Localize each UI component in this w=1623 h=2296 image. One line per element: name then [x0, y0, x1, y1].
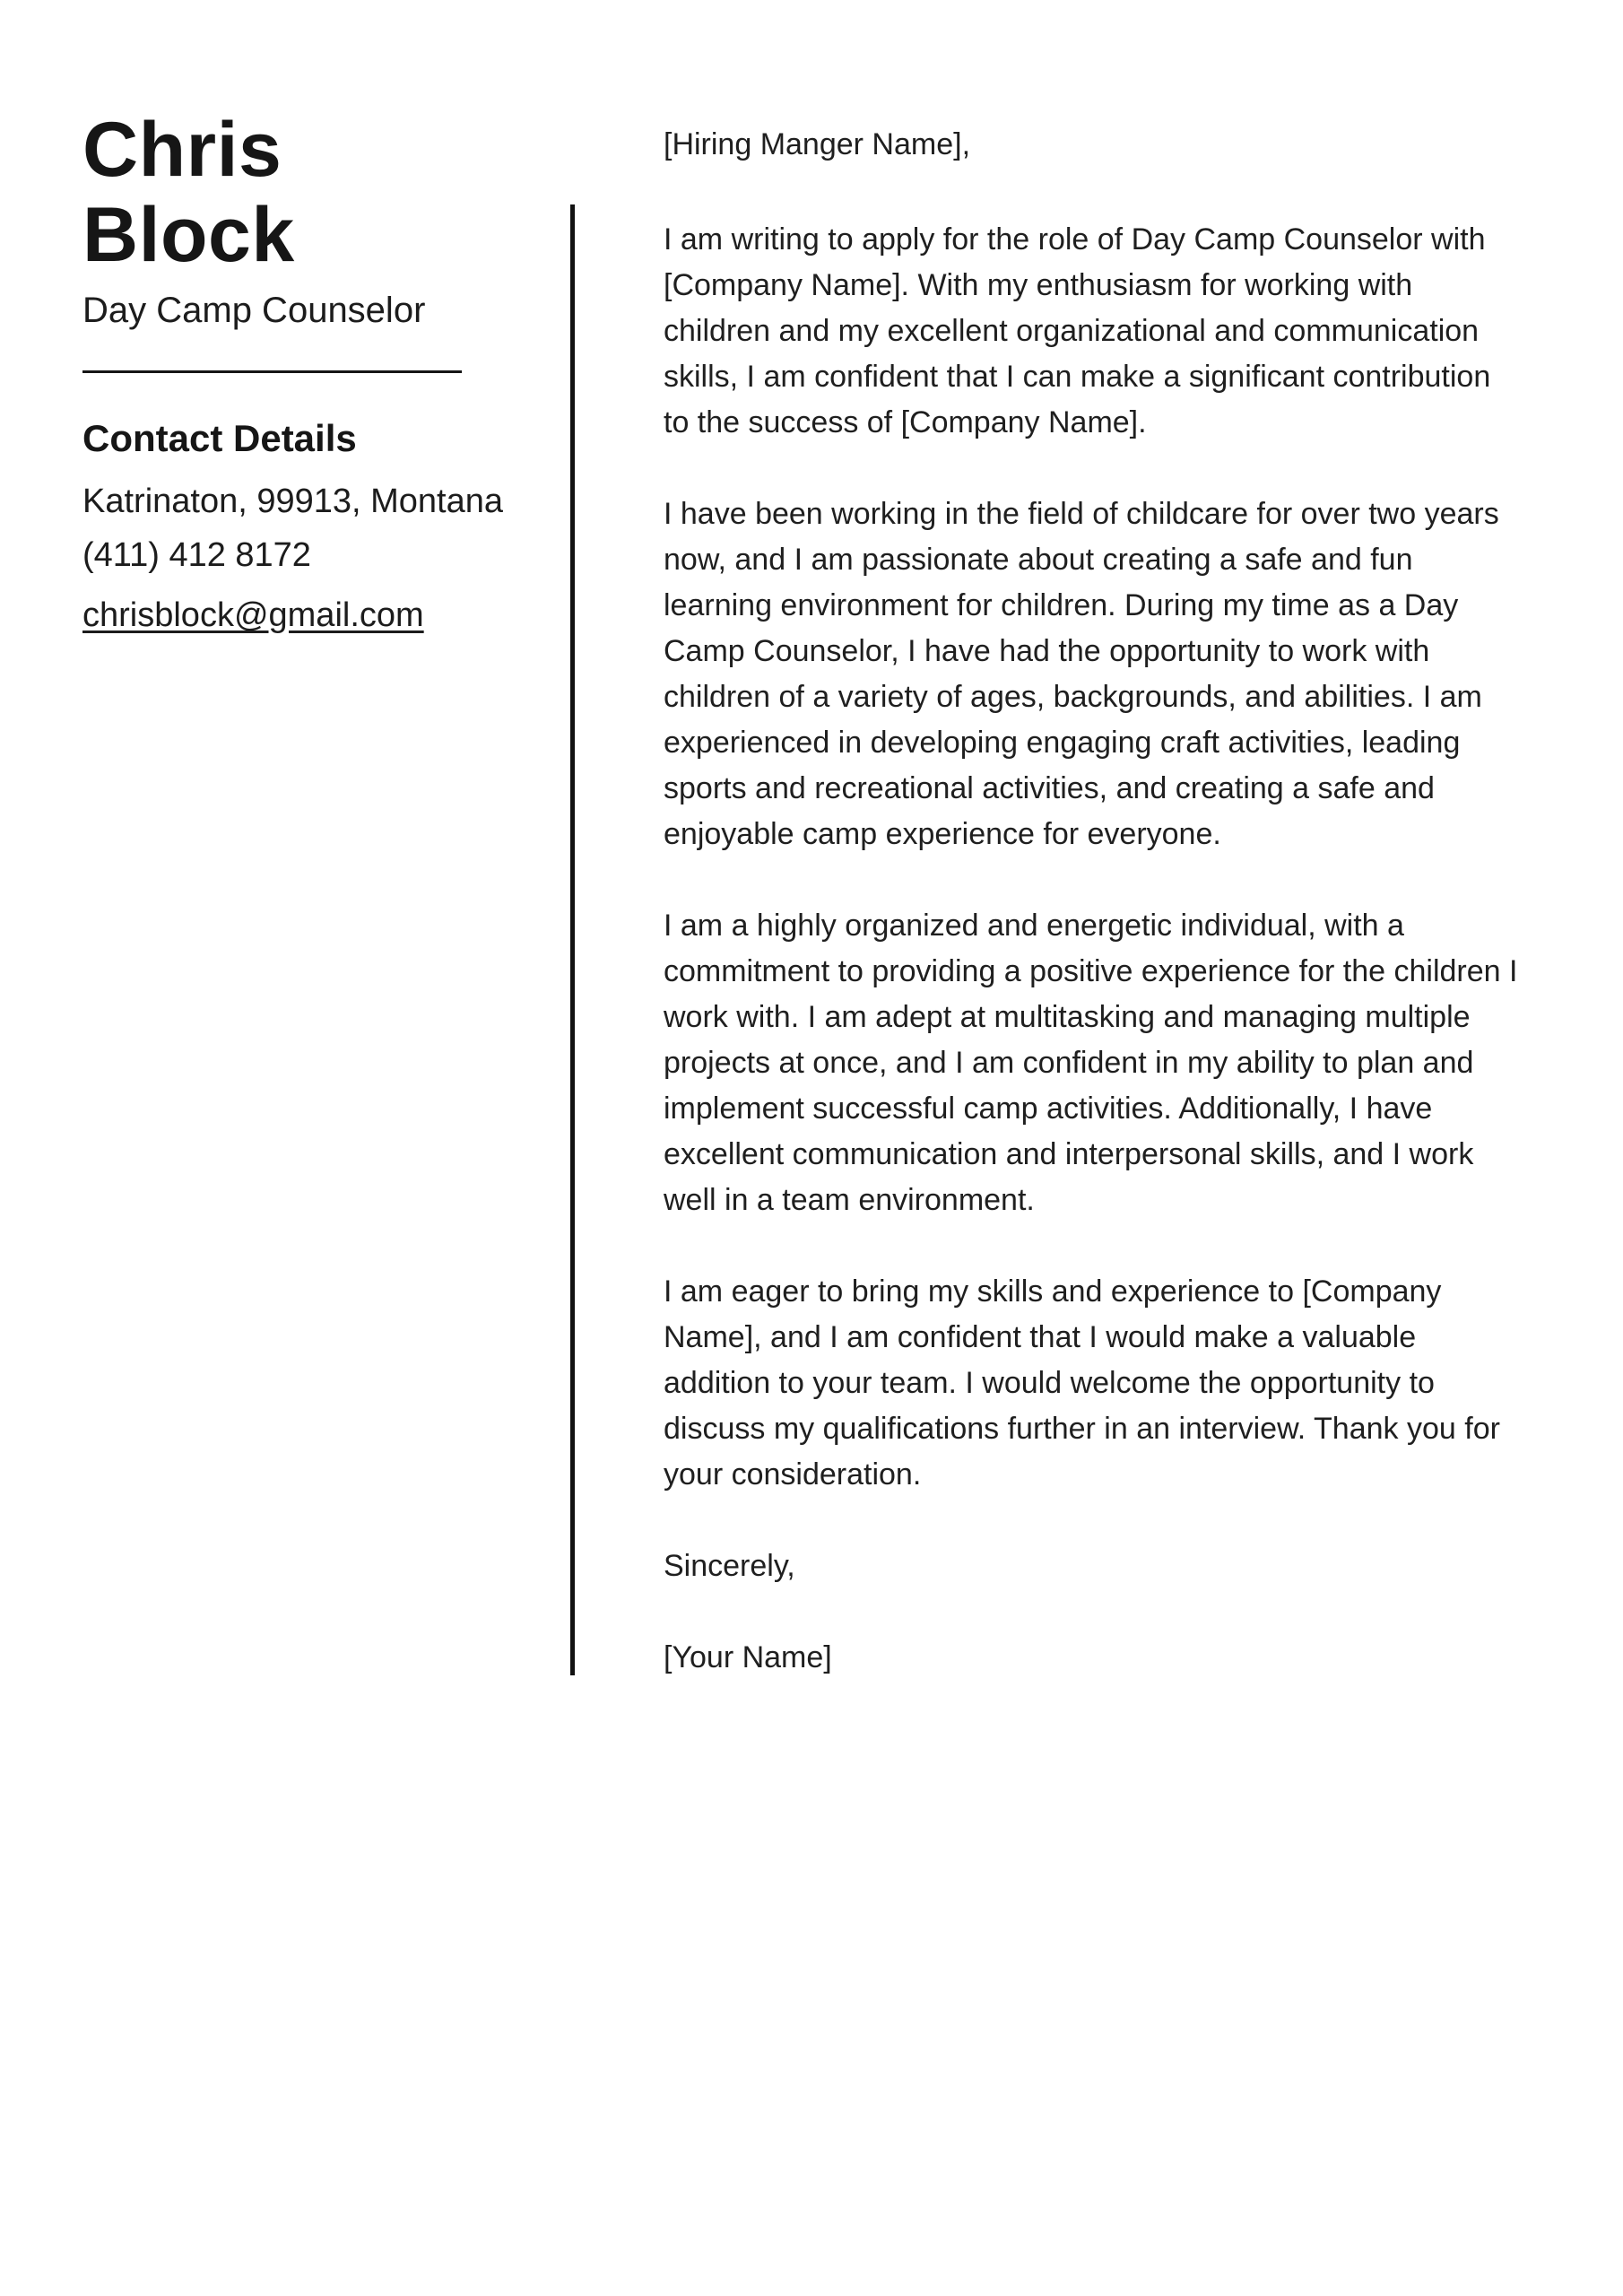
candidate-last-name: Block [82, 192, 295, 278]
letter-paragraph: I have been working in the field of childcare for over two years now, and I am passionate about creating a safe and fun learning environment for children. During my time as a Day Camp Counselor, I have had the opportunity to work with children of a variety of ages, backgrounds, and abilities. I am experienced in developing engaging craft activities, leading sports and recreational activities, and creating a safe and enjoyable camp experience for everyone. [664, 497, 1499, 851]
letter-body [664, 217, 1524, 1681]
letter-greeting: [Hiring Manger Name], [664, 127, 971, 161]
contact-details-heading: Contact Details [82, 417, 357, 459]
vertical-accent-line [570, 204, 575, 1675]
job-title: Day Camp Counselor [82, 291, 426, 330]
letter-signature: [Your Name] [664, 1640, 832, 1674]
email-link[interactable]: chrisblock@gmail.com [82, 596, 424, 634]
candidate-first-name: Chris [82, 107, 282, 193]
candidate-name [82, 108, 513, 278]
sidebar [82, 108, 513, 636]
contact-phone: (411) 412 8172 [82, 536, 311, 574]
letter-paragraph: I am writing to apply for the role of Day Camp Counselor with [Company Name]. With my enthusiasm for working with children and my excellent organizational and communication skills, I am confident that I can make a significant contribution to the success of [Company Name]. [664, 222, 1491, 439]
section-divider [82, 370, 462, 373]
letter-paragraph: I am eager to bring my skills and experience to [Company Name], and I am confident that I would make a valuable addition to your team. I would welcome the opportunity to discuss my qualifications further in an interview. Thank you for your consideration. [664, 1274, 1500, 1492]
letter-paragraph: I am a highly organized and energetic individual, with a commitment to providing a positive experience for the children I work with. I am adept at multitasking and managing multiple projects at once, and I am confident in my ability to plan and implement successful camp activities. Additionally, I have excellent communication and interpersonal skills, and I work well in a team environment. [664, 909, 1518, 1217]
contact-address: Katrinaton, 99913, Montana [82, 483, 504, 520]
letter-closing: Sincerely, [664, 1549, 795, 1583]
contact-email [82, 595, 513, 636]
